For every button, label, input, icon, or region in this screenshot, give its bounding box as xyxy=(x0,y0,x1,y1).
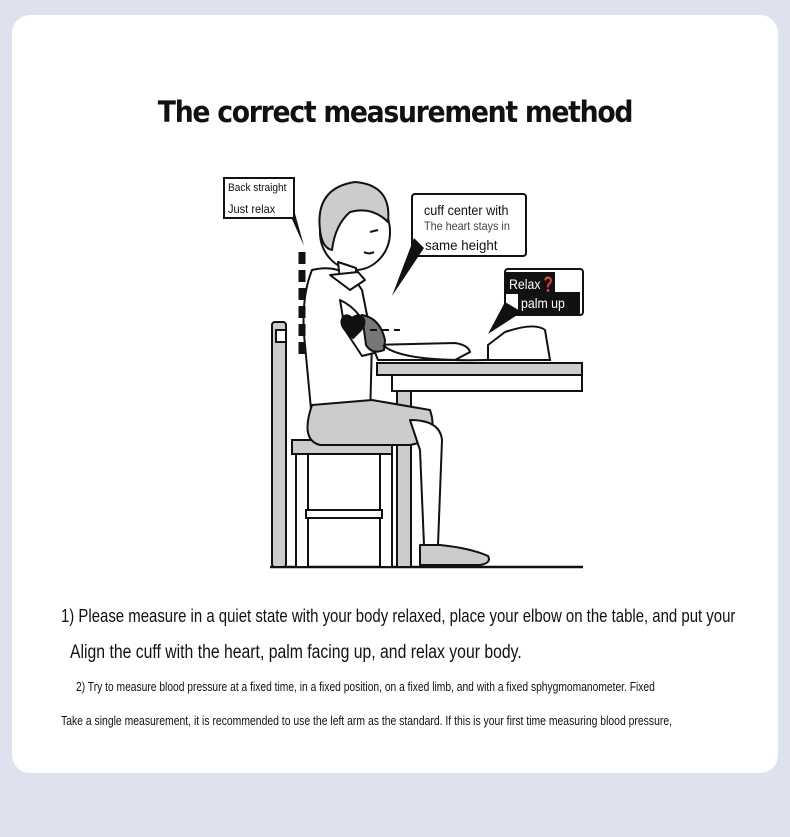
palm-callout-line2: palm up xyxy=(521,295,565,311)
instruction-line-4: Take a single measurement, it is recommended to use the left arm as the standard. If this is your first time measuring blood pressure, xyxy=(61,713,672,728)
blood-pressure-monitor xyxy=(488,326,550,360)
cuff-callout-pointer xyxy=(392,238,424,296)
cuff-callout-line1: cuff center with xyxy=(424,202,509,218)
cuff-callout-line2: The heart stays in xyxy=(424,219,510,233)
back-callout-line2: Just relax xyxy=(228,202,276,216)
instruction-line-2: Align the cuff with the heart, palm facing up, and relax your body. xyxy=(70,642,522,663)
table-drawing xyxy=(377,363,582,567)
back-callout-line1: Back straight xyxy=(228,182,287,194)
instruction-line-1: 1) Please measure in a quiet state with your body relaxed, place your elbow on the table, and put your xyxy=(61,606,736,626)
palm-callout-line1: Relax❓ xyxy=(509,276,556,292)
page-title: The correct measurement method xyxy=(157,95,633,129)
instruction-line-3: 2) Try to measure blood pressure at a fixed time, in a fixed position, on a fixed limb, and with a fixed sphygmomanometer. Fixed xyxy=(76,679,655,694)
cuff-callout-line3: same height xyxy=(425,237,498,253)
